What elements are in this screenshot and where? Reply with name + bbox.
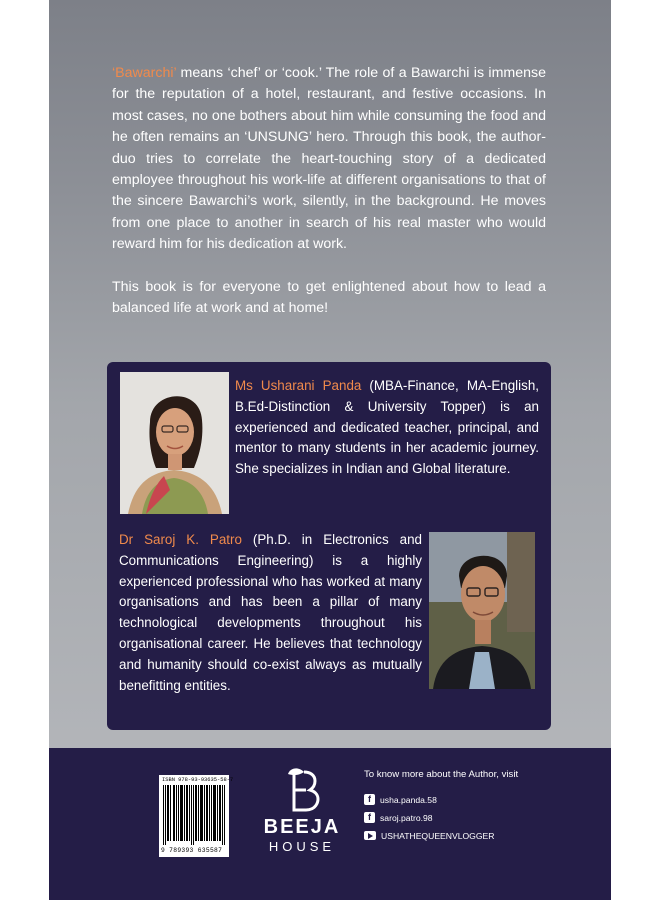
book-blurb <box>112 63 546 340</box>
publisher-name-line-2: HOUSE <box>268 839 336 854</box>
author-bio-saroj <box>119 530 422 696</box>
authors-panel <box>107 362 551 730</box>
author-name-saroj: Dr Saroj K. Patro <box>119 532 242 547</box>
bawarchi-term: ‘Bawarchi’ <box>112 65 177 81</box>
author-bio-usharani <box>235 376 539 480</box>
youtube-icon <box>364 831 376 840</box>
social-link-facebook-usha[interactable] <box>364 791 604 808</box>
social-link-facebook-saroj[interactable] <box>364 809 604 826</box>
isbn-barcode <box>159 775 234 857</box>
facebook-icon: f <box>364 794 375 805</box>
facebook-icon: f <box>364 812 375 823</box>
author-bio-usharani-text: (MBA-Finance, MA-English, B.Ed-Distinction & University Topper) is an experienced and dedicated teacher, principal, and mentor to many students in her academic journey. She specializes in Indian and Global literature. <box>235 378 539 477</box>
barcode-digits: 9 789393 635587 <box>161 847 223 854</box>
author-photo-usharani <box>120 372 229 514</box>
author-social-links <box>364 768 604 845</box>
isbn-label: ISBN 978-93-93635-58-7 <box>162 777 234 783</box>
seedling-b-logo-icon <box>284 766 320 812</box>
social-link-text: saroj.patro.98 <box>380 812 433 823</box>
author-name-usharani: Ms Usharani Panda <box>235 378 362 393</box>
social-link-youtube[interactable] <box>364 827 604 844</box>
back-cover <box>49 0 611 900</box>
blurb-paragraph-1-text: means ‘chef’ or ‘cook.’ The role of a Bawarchi is immense for the reputation of a hotel, restaurant, and festive occasions. In most cases, no one bothers about him while consuming the food and he often remains an ‘UNSUNG’ hero. Through this book, the author-duo tries to correlate the heart-touching story of a dedicated employee throughout his work-life at different organisations to that of the sincere Bawarchi’s work, silently, in the background. He moves from one place to another in search of his real master who would reward him for his dedication at work. <box>112 65 546 253</box>
social-link-text: usha.panda.58 <box>380 794 437 805</box>
author-bio-saroj-text: (Ph.D. in Electronics and Communications Engineering) is a highly experienced professional who has worked at many organisations and has been a pillar of many technological developments throughout his organisational career. He believes that technology and humanity should co-exist always as mutually benefitting entities. <box>119 532 422 693</box>
social-link-text: USHATHEQUEENVLOGGER <box>381 830 495 841</box>
blurb-paragraph-2: This book is for everyone to get enlightened about how to lead a balanced life at work and at home! <box>112 278 546 317</box>
blurb-paragraph-1 <box>112 63 546 256</box>
beeja-house-logo <box>257 766 347 866</box>
publisher-footer <box>49 748 611 900</box>
publisher-name-line-1: BEEJA <box>263 816 341 838</box>
barcode-bars <box>163 785 225 845</box>
social-heading: To know more about the Author, visit <box>364 769 519 780</box>
author-photo-saroj <box>429 532 535 689</box>
